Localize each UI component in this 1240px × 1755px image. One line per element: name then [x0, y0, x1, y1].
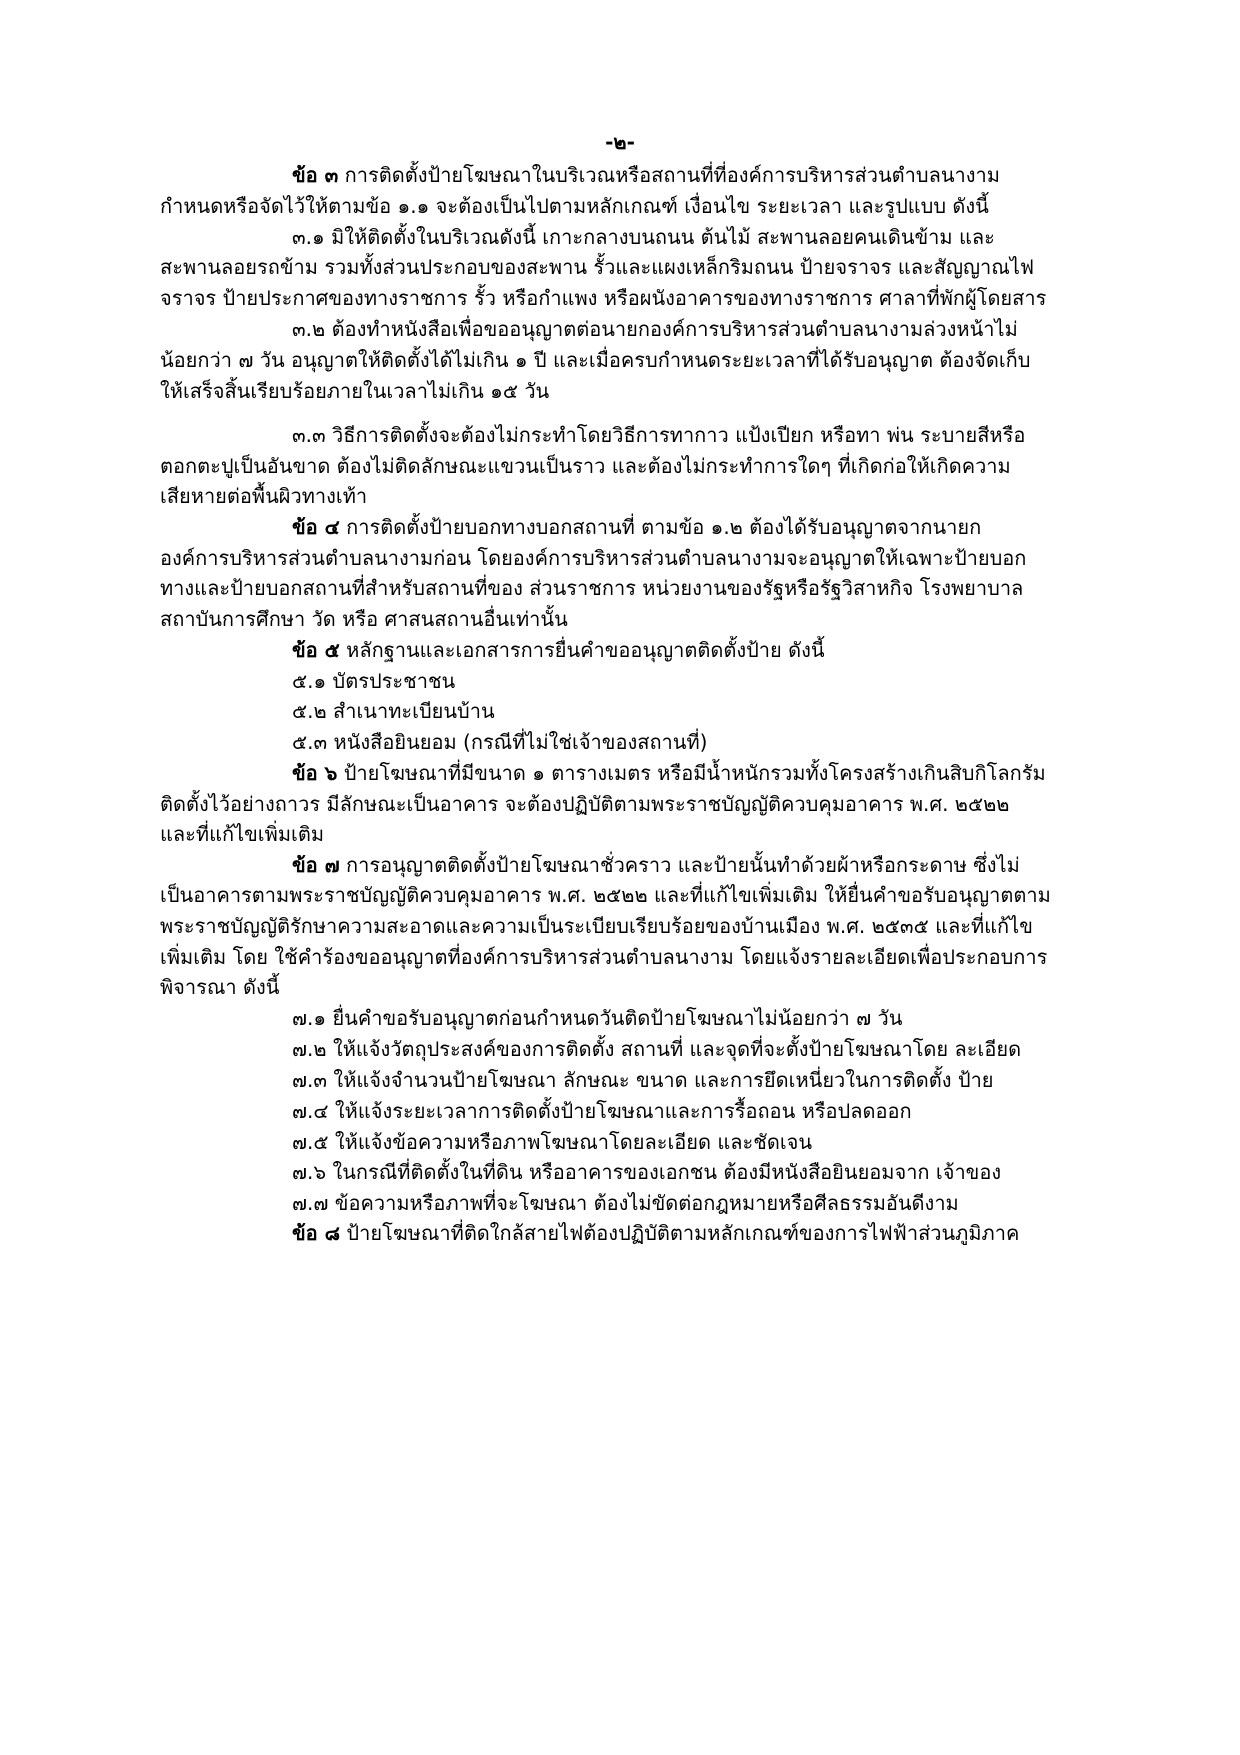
text-line — [160, 819, 324, 849]
text-line — [292, 696, 495, 726]
text-line — [160, 942, 1047, 972]
line-text: ๕.๓ หนังสือยินยอม (กรณีที่ไม่ใช่เจ้าของสถานที่) — [292, 730, 708, 754]
line-text: การติดตั้งป้ายบอกทางบอกสถานที่ ตามข้อ ๑.๒ ต้องได้รับอนุญาตจากนายก — [339, 515, 982, 539]
line-text: ติดตั้งไว้อย่างถาวร มีลักษณะเป็นอาคาร จะต้องปฏิบัติตามพระราชบัญญัติควบคุมอาคาร พ.ศ. ๒๕๒๒ — [160, 792, 1010, 816]
text-line — [160, 972, 279, 1002]
line-text: เสียหายต่อพื้นผิวทางเท้า — [160, 484, 368, 508]
clause-label: ข้อ ๗ — [292, 853, 340, 877]
text-line — [292, 758, 1046, 788]
text-line — [292, 666, 455, 696]
line-text: ๗.๔ ให้แจ้งระยะเวลาการติดตั้งป้ายโฆษณาและการรื้อถอน หรือปลดออก — [292, 1099, 912, 1123]
line-text: พิจารณา ดังนี้ — [160, 975, 280, 999]
text-line — [160, 252, 1034, 282]
clause-label: ข้อ ๖ — [292, 761, 338, 785]
text-line — [160, 789, 1009, 819]
clause-label: ข้อ ๘ — [292, 1221, 341, 1245]
text-line — [160, 573, 1023, 603]
text-line — [160, 345, 1030, 375]
line-text: ๗.๒ ให้แจ้งวัตถุประสงค์ของการติดตั้ง สถานที่ และจุดที่จะตั้งป้ายโฆษณาโดย ละเอียด — [292, 1037, 1022, 1061]
text-line — [292, 1096, 912, 1126]
text-line — [292, 1034, 1021, 1064]
clause-label: ข้อ ๓ — [292, 163, 339, 187]
text-line — [292, 222, 995, 252]
line-text: ๗.๖ ในกรณีที่ติดตั้งในที่ดิน หรืออาคารของเอกชน ต้องมีหนังสือยินยอมจาก เจ้าของ — [292, 1160, 1002, 1184]
text-line — [292, 1157, 1001, 1187]
line-text: ๓.๓ วิธีการติดตั้งจะต้องไม่กระทำโดยวิธีการทากาว แป้งเปียก หรือทา พ่น ระบายสีหรือ — [292, 423, 1026, 447]
text-line — [292, 1218, 1019, 1248]
line-text: ๗.๓ ให้แจ้งจำนวนป้ายโฆษณา ลักษณะ ขนาด และการยึดเหนี่ยวในการติดตั้ง ป้าย — [292, 1068, 994, 1092]
text-line — [160, 880, 1051, 910]
line-text: ๗.๕ ให้แจ้งข้อความหรือภาพโฆษณาโดยละเอียด และชัดเจน — [292, 1130, 813, 1154]
text-line — [292, 314, 1018, 344]
text-line — [292, 512, 981, 542]
line-text: เป็นอาคารตามพระราชบัญญัติควบคุมอาคาร พ.ศ. ๒๕๒๒ และที่แก้ไขเพิ่มเติม ให้ยื่นคำขอรับอนุญาตตาม — [160, 883, 1051, 907]
text-line — [160, 376, 549, 406]
text-line — [292, 635, 825, 665]
line-text: สถาบันการศึกษา วัด หรือ ศาสนสถานอื่นเท่านั้น — [160, 607, 568, 631]
text-line — [292, 1188, 959, 1218]
text-line — [292, 1127, 812, 1157]
text-line — [160, 543, 1026, 573]
line-text: การอนุญาตติดตั้งป้ายโฆษณาชั่วคราว และป้ายนั้นทำด้วยผ้าหรือกระดาษ ซึ่งไม่ — [339, 853, 1020, 877]
line-text: ๓.๑ มิให้ติดตั้งในบริเวณดังนี้ เกาะกลางบนถนน ต้นไม้ สะพานลอยคนเดินข้าม และ — [292, 225, 995, 249]
text-line — [160, 911, 1033, 941]
page-number: -๒- — [605, 130, 635, 154]
line-text: การติดตั้งป้ายโฆษณาในบริเวณหรือสถานที่ที่องค์การบริหารส่วนตำบลนางาม — [338, 163, 1000, 187]
text-line — [292, 1065, 994, 1095]
line-text: ๕.๑ บัตรประชาชน — [292, 669, 456, 693]
line-text: ป้ายโฆษณาที่ติดใกล้สายไฟต้องปฏิบัติตามหลักเกณฑ์ของการไฟฟ้าส่วนภูมิภาค — [340, 1221, 1020, 1245]
line-text: ตอกตะปูเป็นอันขาด ต้องไม่ติดลักษณะแขวนเป็นราว และต้องไม่กระทำการใดๆ ที่เกิดก่อให้เกิดความ — [160, 454, 1011, 478]
line-text: สะพานลอยรถข้าม รวมทั้งส่วนประกอบของสะพาน รั้วและแผงเหล็กริมถนน ป้ายจราจร และสัญญาณไฟ — [160, 255, 1035, 279]
line-text: กำหนดหรือจัดไว้ให้ตามข้อ ๑.๑ จะต้องเป็นไปตามหลักเกณฑ์ เงื่อนไข ระยะเวลา และรูปแบบ ดังนี้ — [160, 194, 989, 218]
line-text: และที่แก้ไขเพิ่มเติม — [160, 822, 325, 846]
text-line — [160, 283, 1046, 313]
line-text: จราจร ป้ายประกาศของทางราชการ รั้ว หรือกำแพง หรือผนังอาคารของทางราชการ ศาลาที่พักผู้โดยสาร — [160, 286, 1047, 310]
clause-label: ข้อ ๕ — [292, 638, 340, 662]
line-text: หลักฐานและเอกสารการยื่นคำขออนุญาตติดตั้งป้าย ดังนี้ — [339, 638, 825, 662]
text-line — [292, 160, 1000, 190]
clause-label: ข้อ ๔ — [292, 515, 340, 539]
line-text: ทางและป้ายบอกสถานที่สำหรับสถานที่ของ ส่วนราชการ หน่วยงานของรัฐหรือรัฐวิสาหกิจ โรงพยาบาล — [160, 576, 1024, 600]
text-line — [292, 727, 707, 757]
text-line — [160, 451, 1011, 481]
line-text: ๕.๒ สำเนาทะเบียนบ้าน — [292, 699, 495, 723]
line-text: ๓.๒ ต้องทำหนังสือเพื่อขออนุญาตต่อนายกองค์การบริหารส่วนตำบลนางามล่วงหน้าไม่ — [292, 317, 1018, 341]
line-text: น้อยกว่า ๗ วัน อนุญาตให้ติดตั้งได้ไม่เกิน ๑ ปี และเมื่อครบกำหนดระยะเวลาที่ได้รับอนุญาต ต้องจัดเก็บ — [160, 348, 1031, 372]
text-line — [292, 420, 1025, 450]
line-text: องค์การบริหารส่วนตำบลนางามก่อน โดยองค์การบริหารส่วนตำบลนางามจะอนุญาตให้เฉพาะป้ายบอก — [160, 546, 1027, 570]
text-line — [160, 604, 568, 634]
line-text: ให้เสร็จสิ้นเรียบร้อยภายในเวลาไม่เกิน ๑๕ วัน — [160, 379, 550, 403]
text-line — [160, 481, 367, 511]
text-line — [292, 850, 1020, 880]
line-text: ป้ายโฆษณาที่มีขนาด ๑ ตารางเมตร หรือมีน้ำหนักรวมทั้งโครงสร้างเกินสิบกิโลกรัม — [337, 761, 1046, 785]
line-text: พระราชบัญญัติรักษาความสะอาดและความเป็นระเบียบเรียบร้อยของบ้านเมือง พ.ศ. ๒๕๓๕ และที่แก้ไข — [160, 914, 1033, 938]
line-text: ๗.๑ ยื่นคำขอรับอนุญาตก่อนกำหนดวันติดป้ายโฆษณาไม่น้อยกว่า ๗ วัน — [292, 1006, 903, 1030]
text-line — [160, 191, 989, 221]
text-line — [292, 1003, 902, 1033]
line-text: เพิ่มเติม โดย ใช้คำร้องขออนุญาตที่องค์การบริหารส่วนตำบลนางาม โดยแจ้งรายละเอียดเพื่อประกอบการ — [160, 945, 1048, 969]
line-text: ๗.๗ ข้อความหรือภาพที่จะโฆษณา ต้องไม่ขัดต่อกฎหมายหรือศีลธรรมอันดีงาม — [292, 1191, 959, 1215]
